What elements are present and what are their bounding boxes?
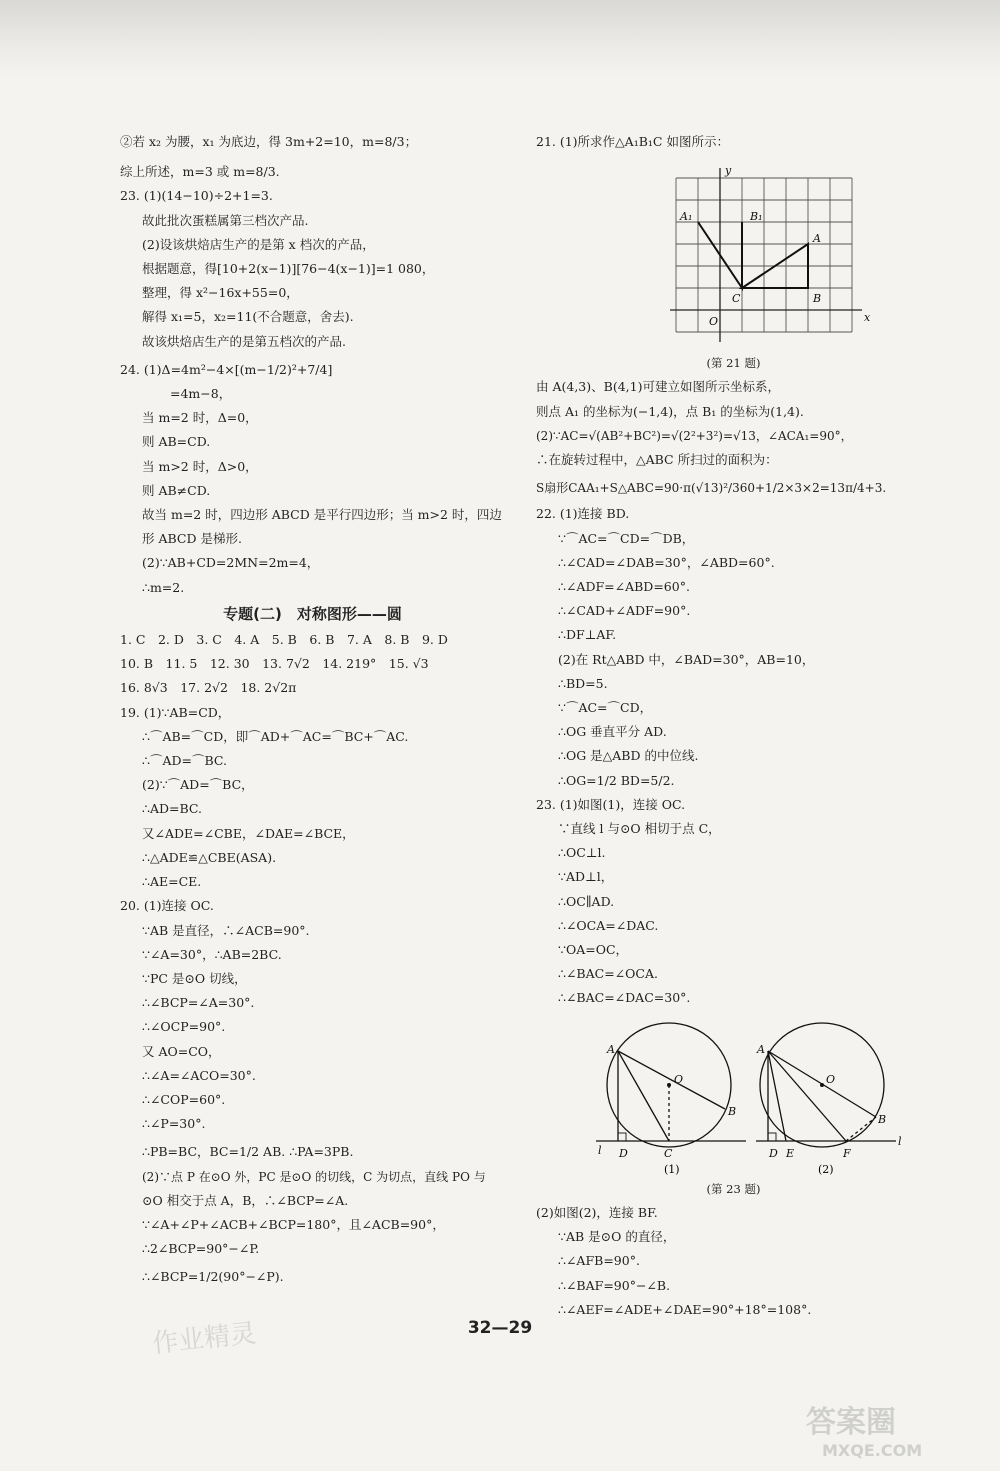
line-label-l: l (898, 1134, 902, 1148)
figure-23 (536, 1015, 931, 1175)
text-line: ∴AE=CE. (142, 874, 202, 890)
text-line: ∴OG=1/2 BD=5/2. (558, 772, 675, 788)
text-line: ∴2∠BCP=90°−∠P. (142, 1241, 260, 1257)
text-line: ∴∠OCA=∠DAC. (558, 917, 659, 933)
page-number: 32—29 (467, 1318, 533, 1338)
origin-label: O (709, 315, 719, 329)
text-line: ∴∠CAD+∠ADF=90°. (558, 603, 691, 619)
point-label-D: D (769, 1146, 778, 1160)
text-line: ∴OG 垂直平分 AD. (558, 724, 667, 740)
text-line: ∴⌒AD=⌒BC. (142, 753, 227, 769)
text-line: 21. (1)所求作△A₁B₁C 如图所示： (536, 134, 729, 149)
text-line: ∴AD=BC. (142, 801, 202, 817)
text-line: 又 AO=CO， (142, 1043, 221, 1059)
text-line: ∵AD⊥l， (558, 869, 614, 885)
figure-23-caption: (第 23 题) (706, 1181, 761, 1196)
text-line: ∴∠BCP=∠A=30°. (142, 995, 255, 1011)
text-line: ∴⌒AB=⌒CD，即⌒AD+⌒AC=⌒BC+⌒AC. (142, 728, 409, 744)
answer-line: 16. 8√3 17. 2√2 18. 2√2π (120, 680, 297, 696)
text-line: ②若 x₂ 为腰，x₁ 为底边，得 3m+2=10，m=8/3； (120, 134, 418, 149)
text-line: 24. (1)Δ=4m²−4×[(m−1/2)²+7/4] (120, 361, 333, 377)
text-line: ∴∠COP=60°. (142, 1091, 226, 1107)
text-line: ⊙O 相交于点 A，B，∴∠BCP=∠A. (142, 1192, 349, 1208)
text-line: 则 AB=CD. (142, 434, 211, 450)
text-line: (2)如图(2)，连接 BF. (536, 1204, 658, 1220)
figure-23-circle-diagram (536, 1015, 931, 1175)
line-label-l: l (598, 1143, 602, 1157)
section-title: 专题(二) 对称图形——圆 (223, 604, 402, 623)
text-line: ∴∠CAD=∠DAB=30°，∠ABD=60°. (558, 554, 775, 570)
point-label-B1: B₁ (750, 210, 763, 224)
text-line: ∵∠A+∠P+∠ACB+∠BCP=180°，且∠ACB=90°， (142, 1216, 445, 1232)
text-line: 22. (1)连接 BD. (536, 506, 630, 522)
text-line: ∴PB=BC，BC=1/2 AB. ∴PA=3PB. (142, 1144, 354, 1160)
text-line: ∵AB 是⊙O 的直径， (558, 1229, 676, 1245)
figure-23-sub1: (1) (664, 1162, 680, 1175)
point-label-F: F (843, 1146, 851, 1160)
text-line: 23. (1)(14−10)÷2+1=3. (120, 188, 273, 204)
point-label-A1: A₁ (680, 210, 693, 224)
point-label-O: O (826, 1072, 836, 1086)
text-line: 23. (1)如图(1)，连接 OC. (536, 796, 686, 812)
text-line: ∴∠BAF=90°−∠B. (558, 1277, 671, 1293)
figure-21 (536, 158, 931, 363)
text-line: ∴∠ADF=∠ABD=60°. (558, 579, 690, 595)
text-line: 则 AB≠CD. (142, 482, 211, 498)
text-line: ∵AB 是直径，∴∠ACB=90°. (142, 922, 310, 938)
text-line: ∴在旋转过程中，△ABC 所扫过的面积为： (536, 452, 778, 468)
left-column (120, 130, 505, 1290)
text-line: 当 m>2 时，Δ>0， (142, 458, 258, 474)
text-line: (2)设该烘焙店生产的是第 x 档次的产品， (142, 236, 375, 252)
point-label-A: A (607, 1042, 615, 1056)
text-line: ∴∠BAC=∠OCA. (558, 966, 658, 982)
point-label-D: D (619, 1146, 628, 1160)
text-line: 故当 m=2 时，四边形 ABCD 是平行四边形；当 m>2 时，四边 (142, 507, 502, 523)
text-line: (2)∵AC=√(AB²+BC²)=√(2²+3²)=√13，∠ACA₁=90°， (536, 428, 853, 443)
text-line: (2)∵⌒AD=⌒BC， (142, 777, 254, 793)
watermark-url: MXQE.COM (822, 1441, 923, 1460)
text-line: 19. (1)∵AB=CD， (120, 704, 231, 720)
text-line: S扇形CAA₁+S△ABC=90·π(√13)²/360+1/2×3×2=13π/4+3. (536, 481, 887, 496)
text-line: 20. (1)连接 OC. (120, 898, 214, 914)
text-line: (2)∵AB+CD=2MN=2m=4， (142, 555, 320, 571)
point-label-A: A (757, 1042, 765, 1056)
text-line: 整理，得 x²−16x+55=0， (142, 285, 299, 301)
point-label-C: C (732, 292, 741, 306)
text-line: ∵OA=OC， (558, 942, 629, 958)
text-line: ∵PC 是⊙O 切线， (142, 970, 247, 986)
figure-21-grid-diagram (536, 158, 931, 363)
point-label-O: O (674, 1072, 684, 1086)
grid-lines (676, 178, 852, 332)
text-line: ∴∠BCP=1/2(90°−∠P). (142, 1269, 284, 1285)
text-line: ∴BD=5. (558, 675, 608, 691)
text-line: ∴△ADE≌△CBE(ASA). (142, 849, 277, 865)
text-line: ∵⌒AC=⌒CD=⌒DB， (558, 530, 695, 546)
text-line: 综上所述，m=3 或 m=8/3. (120, 164, 280, 180)
text-line: 解得 x₁=5，x₂=11(不合题意，舍去). (142, 309, 354, 325)
text-line: ∴∠BAC=∠DAC=30°. (558, 990, 691, 1006)
scan-top-band (0, 0, 1000, 78)
answer-line: 1. C 2. D 3. C 4. A 5. B 6. B 7. A 8. B 9. D (120, 632, 448, 648)
point-label-B: B (728, 1104, 737, 1118)
text-line: 由 A(4,3)、B(4,1)可建立如图所示坐标系， (536, 379, 780, 395)
watermark-logo-text: 答案圈 (806, 1405, 896, 1440)
text-line: ∴m=2. (142, 579, 185, 595)
text-line: 根据题意，得[10+2(x−1)][76−4(x−1)]=1 080， (142, 261, 435, 277)
watermark-logo (800, 1398, 980, 1462)
text-line: ∴∠A=∠ACO=30°. (142, 1067, 256, 1083)
text-line: 故该烘焙店生产的是第五档次的产品. (142, 333, 346, 349)
text-line: ∴∠P=30°. (142, 1116, 206, 1132)
text-line: ∵直线 l 与⊙O 相切于点 C， (558, 821, 721, 837)
figure-21-caption: (第 21 题) (706, 356, 761, 371)
text-line: 又∠ADE=∠CBE，∠DAE=∠BCE， (142, 825, 355, 841)
figure-23-sub2: (2) (818, 1162, 834, 1175)
text-line: ∴∠AFB=90°. (558, 1253, 640, 1269)
axis-x-label: x (864, 311, 871, 325)
text-line: ∴∠OCP=90°. (142, 1019, 226, 1035)
text-line: 则点 A₁ 的坐标为(−1,4)，点 B₁ 的坐标为(1,4). (536, 403, 804, 419)
point-label-C: C (664, 1146, 673, 1160)
text-line: 当 m=2 时，Δ=0， (142, 410, 258, 426)
point-label-B: B (878, 1112, 887, 1126)
text-line: 故此批次蛋糕属第三档次产品. (142, 212, 309, 228)
text-line: ∵⌒AC=⌒CD， (558, 700, 653, 716)
watermark-left: 作业精灵 (150, 1318, 258, 1360)
text-line: 形 ABCD 是梯形. (142, 531, 242, 547)
text-line: ∴OC⊥l. (558, 845, 606, 861)
point-label-E: E (786, 1146, 795, 1160)
text-line: ∴DF⊥AF. (558, 627, 617, 643)
point-label-B: B (813, 292, 822, 306)
point-label-A: A (813, 232, 821, 246)
text-line: ∴OG 是△ABD 的中位线. (558, 748, 699, 764)
axis-y-label: y (725, 164, 732, 178)
text-line: =4m−8， (170, 386, 232, 402)
text-line: ∵∠A=30°，∴AB=2BC. (142, 946, 282, 962)
text-line: ∴∠AEF=∠ADE+∠DAE=90°+18°=108°. (558, 1301, 812, 1317)
right-column (536, 130, 931, 1322)
answer-line: 10. B 11. 5 12. 30 13. 7√2 14. 219° 15. √3 (120, 656, 429, 672)
text-line: (2)∵点 P 在⊙O 外，PC 是⊙O 的切线，C 为切点，直线 PO 与 (142, 1169, 486, 1184)
text-line: (2)在 Rt△ABD 中，∠BAD=30°，AB=10， (558, 651, 815, 667)
text-line: ∴OC∥AD. (558, 893, 615, 909)
